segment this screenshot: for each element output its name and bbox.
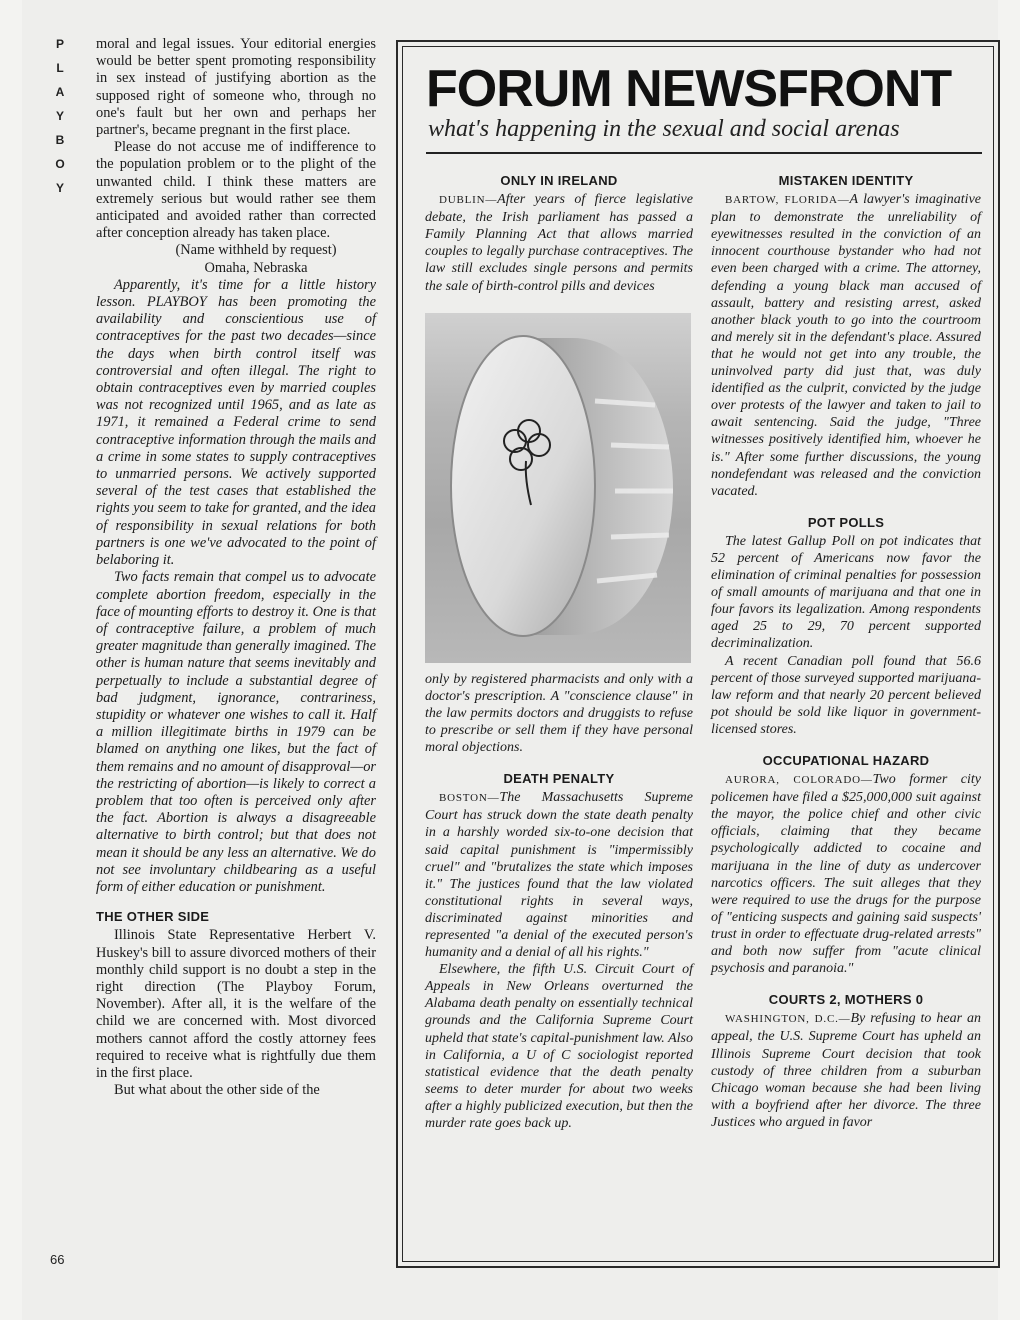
newsfront-column-1 [425,172,693,1132]
article-text: The Massachusetts Supreme Court has struck down the state death penalty in a harshly worded six-to-one decision that said capital punishment is "impermissibly cruel" and "brutalizes the state which imposes it." The justices found that the law violated constitutional rights in several ways, discriminated against minorities and represented "a denial of the executed person's humanity and a denial of all his rights." [425,790,693,961]
newsfront-column-2 [711,172,981,1131]
running-head-letter: O [55,157,65,171]
page-number: 66 [50,1252,65,1267]
dateline: BARTOW, FLORIDA— [725,194,850,207]
heading-occupational-hazard: OCCUPATIONAL HAZARD [762,753,930,768]
title-rule [426,152,982,154]
article-text: Two former city policemen have filed a $25,000,000 suit against the mayor, the police chief and other civic officials, claiming that they became psychologically addicted to cocaine and marijuana in the line of duty as undercover narcotics officers. The suit alleges that they were required to use the drugs for the purpose of "enticing suspects and gaining said suspects' trust in order to effectuate drug-related arrests" and both now suffer from "acute clinical psychosis and paranoia." [711,772,981,977]
editor-reply: Two facts remain that compel us to advocate complete abortion freedom, especially in the face of mounting efforts to destroy it. One is that of contraceptive failure, a problem of much greater magnitude than generally imagined. The other is human nature that seems inevitably and perpetually to include a substantial degree of bad judgment, ignorance, contrariness, stupidity or whatever one wishes to call it. Half a million illegitimate births in 1979 can be blamed on anything one likes, but the fact of them remains and no amount of disapproval—or the restricting of abortion—is likely to correct a problem that too often is perceived only after the fact. Abortion is always a disagreeable alternative to birth control; but that does not mean it should be any less an alternative. We do not see involuntary childbearing as a useful form of either education or punishment. [96,569,376,895]
dateline: BOSTON— [439,792,500,805]
heading-pot-polls: POT POLLS [807,514,885,530]
heading-mistaken-identity: MISTAKEN IDENTITY [778,173,914,188]
article-text: Elsewhere, the fifth U.S. Circuit Court of Appeals in New Orleans overturned the Alabama death penalty on essentially technical grounds and the California Supreme Court upheld that state's capital-punishment law. Also in California, a U of C sociologist reported statistical evidence that the death penalty seems to deter murder for about two weeks after a highly publicized execution, but then the murder rate goes back up. [425,962,693,1131]
letter-paragraph: But what about the other side of the [114,1082,320,1099]
running-head-letter: Y [55,181,64,195]
article-text: After years of fierce legislative debate, the Irish parliament has passed a Family Planning Act that allows married couples to legally purchase contraceptives. The law still excludes single persons and permits the sale of birth-control pills and devices [425,192,693,294]
article-text: only by registered pharmacists and only with a doctor's prescription. A "conscience clause" in the law permits doctors and druggists to refuse to prescribe or sell them if they have personal moral objections. [425,671,693,756]
heading-death-penalty: DEATH PENALTY [503,771,615,787]
running-head-letter: P [55,37,64,51]
coin-illustration [425,313,691,663]
running-head-letter: B [55,133,65,147]
article-text: A lawyer's imaginative plan to demonstrate the unreliability of eyewitnesses resulted in the conviction of an innocent courthouse bystander who had not even been charged with a crime. The attorney, defending a young black man accused of assault, battery and resisting arrest, asked another black youth to go into the courtroom and merely sit in the defendant's place. Assured that he would not get into any trouble, the uninvolved party did just that, was duly identified as the culprit, convicted by the judge over protests of the lawyer and taken to jail to await sentencing. Said the judge, "Three witnesses positively identified him, whoever he is." After some further discussions, the young nondefendant was released and the conviction vacated. [711,192,981,499]
newsfront-title: FORUM NEWSFRONT [426,60,952,118]
signature-name: (Name withheld by request) [175,242,337,259]
dateline: DUBLIN— [439,194,498,207]
dateline: AURORA, COLORADO— [725,774,873,787]
newsfront-subtitle: what's happening in the sexual and social arenas [428,116,900,142]
article-text: The latest Gallup Poll on pot indicates that 52 percent of Americans now favor the elimination of criminal penalties for possession of small amounts of marijuana and that one in four favors its legalization. Among respondents aged 25 to 29, 70 percent supported decriminalization. [711,533,981,652]
dateline: WASHINGTON, D.C.— [725,1013,851,1026]
letter-paragraph: moral and legal issues. Your editorial energies would be better spent promoting responsibility in sex instead of justifying abortion as the supposed right of someone who, through no one's fault but her own and perhaps her partner's, became pregnant in the first place. [96,36,376,139]
running-head-letter: Y [55,109,64,123]
letter-paragraph: Please do not accuse me of indifference to the population problem or to the plight of the unwanted child. I think these matters are extremely serious but would rather see them anticipated and avoided rather than corrected after conception already has taken place. [96,139,376,242]
illustration [425,313,691,663]
article-text: A recent Canadian poll found that 56.6 percent of those surveyed supported marijuana-law reform and that nearly 20 percent believed pot should be sold like liquor in government-licensed stores. [711,653,981,737]
heading-courts: COURTS 2, MOTHERS 0 [768,992,924,1008]
article-text: By refusing to hear an appeal, the U.S. Supreme Court has upheld an Illinois Supreme Court decision that took custody of three children from a suburban Chicago woman because she had been living with a boyfriend after her divorce. The three Justices who argued in favor [711,1011,981,1130]
signature-place: Omaha, Nebraska [204,259,308,276]
running-head-letter: L [56,61,64,75]
heading-ireland: ONLY IN IRELAND [500,173,618,188]
editor-reply: Apparently, it's time for a little history lesson. PLAYBOY has been promoting the availability and conscientious use of contraceptives for the past two decades—since the days when birth control itself was controversial and often illegal. The right to obtain contraceptives even by married couples was not recognized until 1965, and as late as 1971, it remained a Federal crime to send contraceptive information through the mails and a crime in some states to supply contraceptives to unmarried persons. We actively supported several of the test cases that established the rights you seem to take for granted, and the idea of responsibility in sexual relations for both partners is one we've advocated to the point of belaboring it. [96,276,376,569]
letter-paragraph: Illinois State Representative Herbert V. Huskey's bill to assure divorced mothers of their monthly child support is no doubt a step in the right direction (The Playboy Forum, November). After all, it is the welfare of the child we are concerned with. Most divorced mothers cannot afford the costly attorney fees required to receive what is rightfully due them in the first place. [96,927,376,1081]
letters-column [96,36,376,1099]
running-head-letter: A [55,85,65,99]
running-head [50,32,70,200]
section-heading-other-side: THE OTHER SIDE [96,909,210,925]
